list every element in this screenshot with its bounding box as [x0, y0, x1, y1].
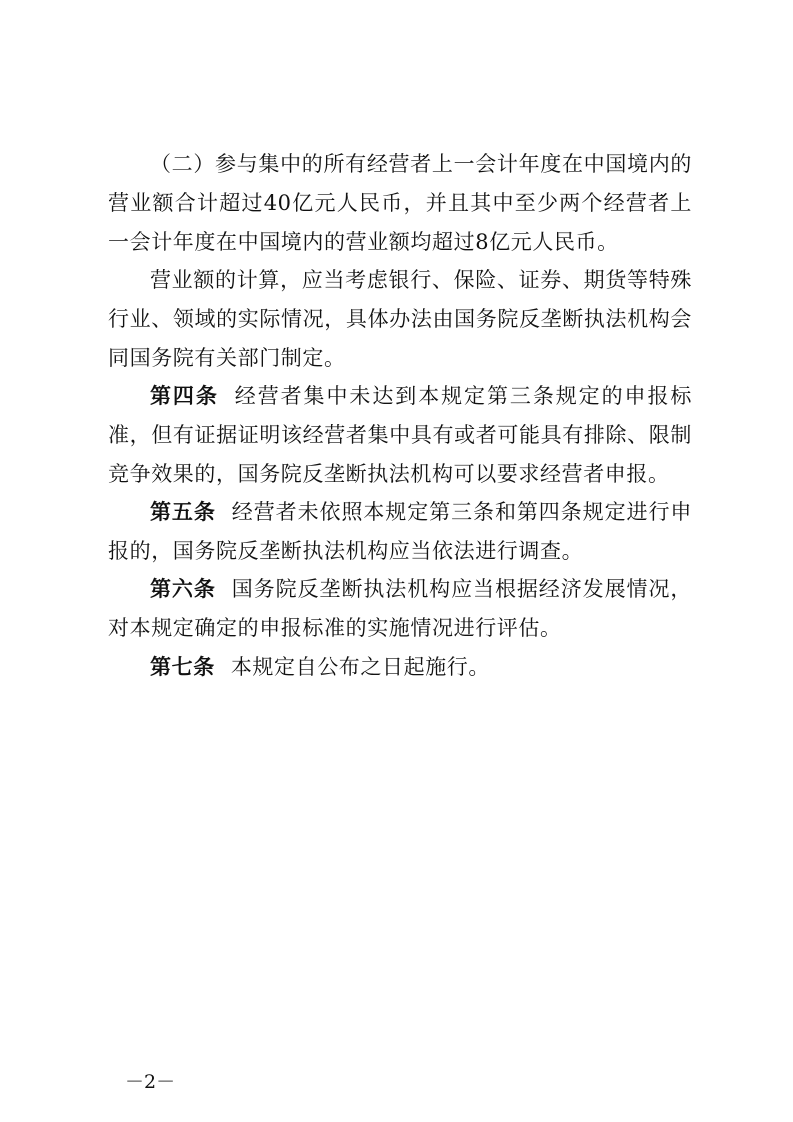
- paragraph-turnover-calculation: [108, 261, 692, 378]
- paragraph-text: （二）参与集中的所有经营者上一会计年度在中国境内的营业额合计超过40亿元人民币，并且其中至少两个经营者上一会计年度在中国境内的营业额均超过8亿元人民币。: [108, 152, 692, 254]
- article-7: [108, 648, 692, 687]
- page-number: －2－: [125, 1071, 176, 1093]
- paragraph-item-2: [108, 145, 692, 262]
- article-6: [108, 570, 692, 648]
- article-text: 本规定自公布之日起施行。: [230, 655, 491, 679]
- article-text: 国务院反垄断执法机构应当根据经济发展情况，对本规定确定的申报标准的实施情况进行评估。: [108, 577, 692, 640]
- paragraph-text: 营业额的计算，应当考虑银行、保险、证券、期货等特殊行业、领域的实际情况，具体办法由国务院反垄断执法机构会同国务院有关部门制定。: [108, 268, 692, 370]
- article-heading: 第四条: [150, 384, 219, 408]
- article-text: 经营者未依照本规定第三条和第四条规定进行申报的，国务院反垄断执法机构应当依法进行调查。: [108, 500, 692, 563]
- article-heading: 第七条: [150, 655, 215, 679]
- article-heading: 第五条: [150, 500, 216, 524]
- article-4: [108, 377, 692, 494]
- article-text: 经营者集中未达到本规定第三条规定的申报标准，但有证据证明该经营者集中具有或者可能具有排除、限制竞争效果的，国务院反垄断执法机构可以要求经营者申报。: [108, 384, 692, 486]
- article-5: [108, 493, 692, 571]
- article-heading: 第六条: [150, 577, 216, 601]
